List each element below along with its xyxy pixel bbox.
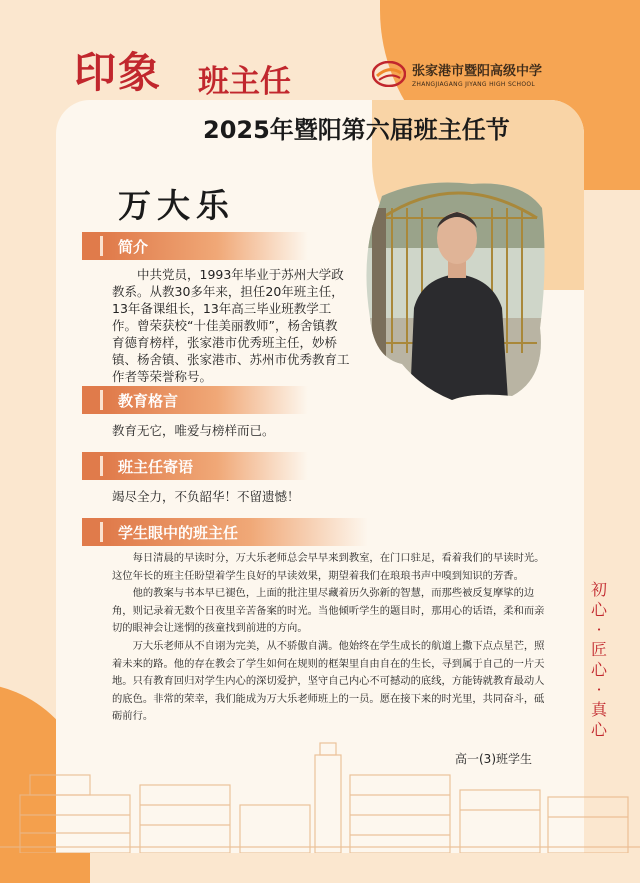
intro-line: 育德育榜样，张家港市优秀班主任，妙桥 [112,335,338,350]
teacher-photo [362,178,548,400]
section-header-student-view [82,518,368,546]
section-title-student-view: 学生眼中的班主任 [106,518,368,546]
section-header-message [82,452,308,480]
slogan-char: 心 [590,660,607,679]
vertical-slogan [586,580,612,740]
book-icon [82,232,106,260]
intro-line: 教系。从教30多年来，担任20年班主任， [112,284,344,299]
teacher-name: 万大乐 [118,186,235,225]
slogan-char: 真 [590,700,607,719]
title-banzhuren: 班主任 [198,64,291,100]
slogan-char: 心 [590,720,607,739]
essay-paragraph: 每日清晨的早读时分，万大乐老师总会早早来到教室，在门口驻足，看着我们的早读时光。这位年长的班主任盼望着学生良好的早读效果，期望着我们在琅琅书声中嗅到知识的芳香。 [112,552,545,582]
event-subtitle: 2025年暨阳第六届班主任节 [203,116,510,144]
section-header-motto [82,386,308,414]
motto-text: 教育无它，唯爱与榜样而已。 [112,423,275,438]
book-icon [82,386,106,414]
school-name-cn: 张家港市暨阳高级中学 [412,64,543,79]
essay-paragraph: 万大乐老师从不自诩为完美，从不骄傲自满。他始终在学生成长的航道上撒下点点星芒，照着未来的路。他的存在教会了学生如何在规则的框架里自由自在的生长，寻到属于自己的一片天地。只有教育回归对学生内心的深切爱护，坚守自己内心不可撼动的底线，方能铸就教育最动人的底色。非常的荣幸，我们能成为万大乐老师班上的一员。愿在接下来的时光里，共同奋斗，砥砺前行。 [112,639,545,723]
intro-text [112,266,372,385]
slogan-char: 心 [590,600,607,619]
student-essay [112,550,550,726]
school-emblem-icon [372,61,406,87]
intro-line: 作。曾荣获校“十佳美丽教师”，杨舍镇教 [112,318,338,333]
section-title-intro: 简介 [106,232,308,260]
book-icon [82,518,106,546]
intro-line: 中共党员，1993年毕业于苏州大学政 [137,267,344,282]
section-title-message: 班主任寄语 [106,452,308,480]
intro-line: 镇、杨舍镇、张家港市、苏州市优秀教育工 [112,352,350,367]
book-icon [82,452,106,480]
slogan-char: 匠 [590,640,607,659]
slogan-char: · [596,620,602,639]
essay-paragraph: 他的教案与书本早已褪色，上面的批注里尽藏着历久弥新的智慧，而那些被反复摩挲的边角，则记录着无数个日夜里辛苦备案的时光。当他倾听学生的题目时，那用心的话语，柔和而亲切的眼神会让迷惘的孩童找到前进的方向。 [112,587,545,635]
school-logo [372,60,542,88]
section-header-intro [82,232,308,260]
campus-skyline-illustration [0,735,640,853]
school-name-en: ZHANGJIAGANG JIYANG HIGH SCHOOL [412,81,536,88]
intro-line: 13年备课组长，13年高三毕业班教学工 [112,301,332,316]
title-yinxiang: 印象 [74,48,163,97]
essay-signoff: 高一(3)班学生 [455,752,532,766]
section-title-motto: 教育格言 [106,386,308,414]
slogan-char: 初 [590,580,607,599]
slogan-char: · [596,680,602,699]
intro-line: 作者等荣誉称号。 [112,369,213,384]
message-text: 竭尽全力，不负韶华！不留遗憾！ [112,489,300,504]
